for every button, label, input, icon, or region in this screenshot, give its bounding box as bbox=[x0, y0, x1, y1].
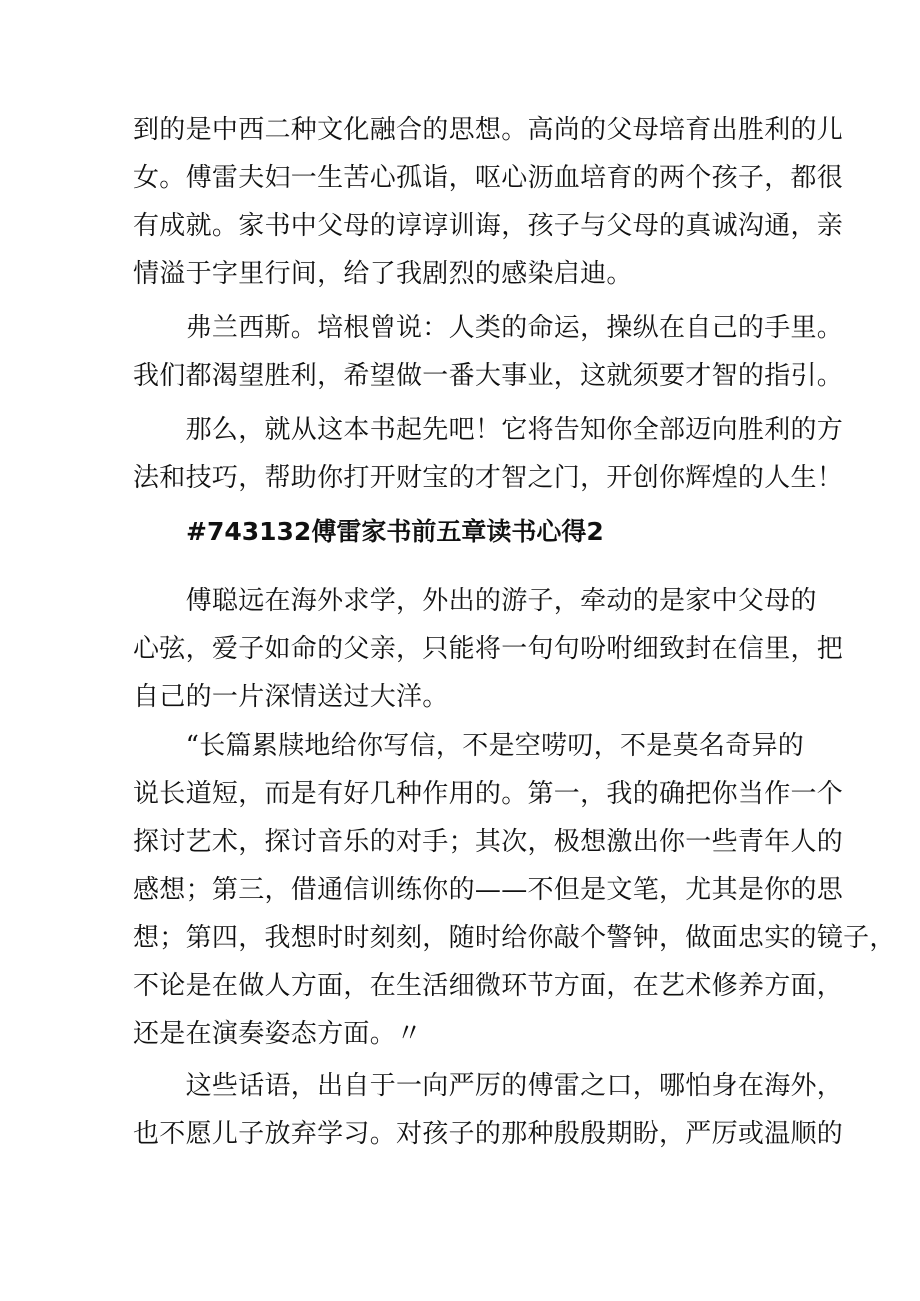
text-line: 这些话语，出自于一向严厉的傅雷之口，哪怕身在海外， bbox=[133, 1071, 844, 1101]
text-line: 感想；第三，借通信训练你的——不但是文笔，尤其是你的思 bbox=[133, 875, 844, 905]
paragraph-words bbox=[133, 1062, 844, 1158]
text-line: 不论是在做人方面，在生活细微环节方面，在艺术修养方面， bbox=[133, 971, 844, 1001]
text-line: 还是在演奏姿态方面。〃 bbox=[133, 1019, 423, 1049]
text-line: 探讨艺术，探讨音乐的对手；其次，极想激出你一些青年人的 bbox=[133, 827, 844, 857]
text-line: 说长道短，而是有好几种作用的。第一，我的确把你当作一个 bbox=[133, 779, 844, 809]
paragraph-bacon-quote bbox=[133, 304, 844, 400]
text-line: 自己的一片深情送过大洋。 bbox=[133, 682, 449, 712]
text-line: 那么，就从这本书起先吧！它将告知你全部迈向胜利的方 bbox=[133, 415, 844, 445]
text-line: “长篇累牍地给你写信，不是空唠叨，不是莫名奇异的 bbox=[133, 731, 805, 761]
paragraph-letter-quote bbox=[133, 722, 896, 1058]
text-line: 法和技巧，帮助你打开财宝的才智之门，开创你辉煌的人生！ bbox=[133, 463, 844, 493]
text-line: 我们都渴望胜利，希望做一番大事业，这就须要才智的指引。 bbox=[133, 361, 844, 391]
text-line: 心弦，爱子如命的父亲，只能将一句句吩咐细致封在信里，把 bbox=[133, 634, 844, 664]
text-line: 女。傅雷夫妇一生苦心孤诣，呕心沥血培育的两个孩子，都很 bbox=[133, 163, 844, 193]
text-line: 弗兰西斯。培根曾说：人类的命运，操纵在自己的手里。 bbox=[133, 313, 844, 343]
text-line: 到的是中西二种文化融合的思想。高尚的父母培育出胜利的儿 bbox=[133, 115, 844, 145]
text-line: 有成就。家书中父母的谆谆训诲，孩子与父母的真诚沟通，亲 bbox=[133, 211, 844, 241]
paragraph-conclusion bbox=[133, 406, 844, 502]
text-line: 情溢于字里行间，给了我剧烈的感染启迪。 bbox=[133, 259, 633, 289]
paragraph-intro bbox=[133, 106, 844, 298]
section-heading: #743132傅雷家书前五章读书心得2 bbox=[186, 517, 604, 546]
text-line: 也不愿儿子放弃学习。对孩子的那种殷殷期盼，严厉或温顺的 bbox=[133, 1119, 844, 1149]
paragraph-fu-cong bbox=[133, 577, 844, 721]
text-line: 傅聪远在海外求学，外出的游子，牵动的是家中父母的 bbox=[133, 586, 817, 616]
text-line: 想；第四，我想时时刻刻，随时给你敲个警钟，做面忠实的镜子， bbox=[133, 923, 896, 953]
